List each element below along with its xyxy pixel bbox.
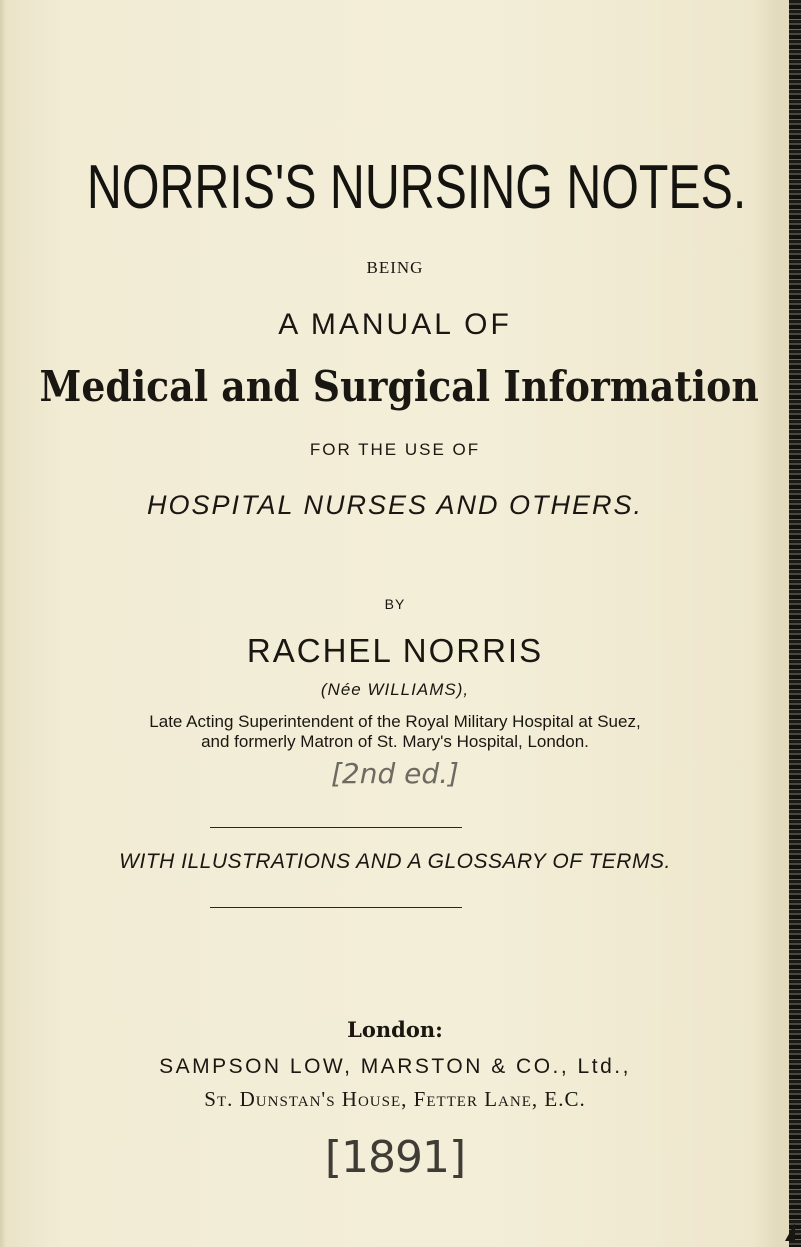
book-edge <box>789 0 801 1247</box>
publisher-name: SAMPSON LOW, MARSTON & CO., Ltd., <box>159 1055 631 1078</box>
illustrations-note: WITH ILLUSTRATIONS AND A GLOSSARY OF TERMS. <box>119 850 671 873</box>
maiden-name: (Née WILLIAMS), <box>320 680 470 699</box>
credentials-line-2: and formerly Matron of St. Mary's Hospital, London. <box>201 732 589 751</box>
divider-rule-top <box>210 827 462 828</box>
imprint-place: London: <box>347 1017 443 1042</box>
publisher-address: St. Dunstan's House, Fetter Lane, E.C. <box>204 1087 586 1111</box>
by-label: BY <box>384 596 406 612</box>
pencil-annotation-edition: [2nd ed.] <box>331 757 459 790</box>
for-use-label: FOR THE USE OF <box>309 440 481 459</box>
corner-fold-mark <box>785 1223 795 1241</box>
credentials-line-1: Late Acting Superintendent of the Royal Military Hospital at Suez, <box>149 712 641 731</box>
divider-rule-bottom <box>210 907 462 908</box>
audience-heading: HOSPITAL NURSES AND OTHERS. <box>146 490 644 520</box>
being-label: BEING <box>366 258 424 277</box>
pencil-annotation-year: [1891] <box>324 1132 466 1183</box>
author-name: RACHEL NORRIS <box>246 632 544 669</box>
subject-heading: Medical and Surgical Information <box>39 362 759 411</box>
manual-label: A MANUAL OF <box>278 308 512 341</box>
book-title: NORRIS'S NURSING NOTES. <box>86 153 747 222</box>
